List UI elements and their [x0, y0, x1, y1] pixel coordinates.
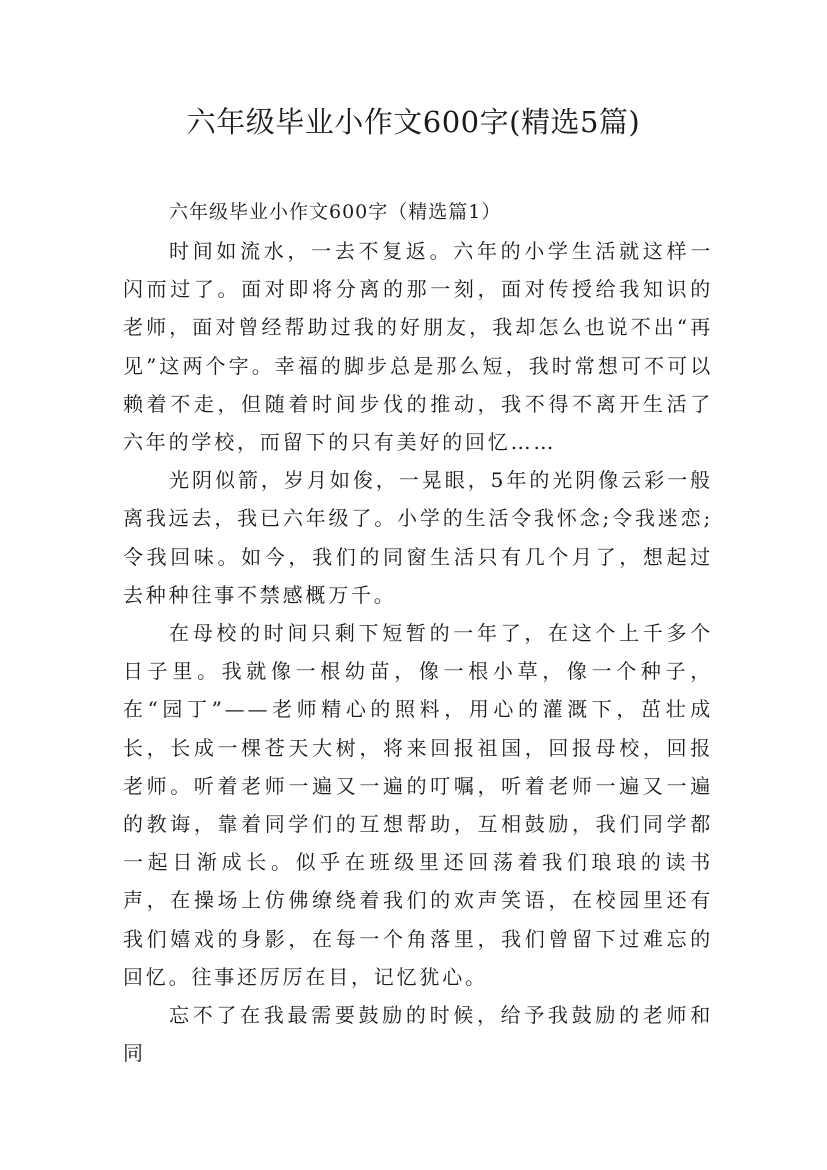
paragraph-1: 时间如流水，一去不复返。六年的小学生活就这样一闪而过了。面对即将分离的那一刻，面对传授给我知识的老师，面对曾经帮助过我的好朋友，我却怎么也说不出“再见”这两个字。幸福的脚步总是那么短，我时常想可不可以赖着不走，但随着时间步伐的推动，我不得不离开生活了六年的学校，而留下的只有美好的回忆……: [123, 239, 713, 455]
document-body: [123, 192, 713, 1072]
paragraph-2: 光阴似箭，岁月如俊，一晃眼，5年的光阴像云彩一般离我远去，我已六年级了。小学的生活令我怀念;令我迷恋;令我回味。如今，我们的同窗生活只有几个月了，想起过去种种往事不禁感概万千。: [123, 468, 713, 607]
section-subtitle: 六年级毕业小作文600字（精选篇1）: [169, 201, 502, 223]
paragraph-4: 忘不了在我最需要鼓励的时候，给予我鼓励的老师和同: [123, 1003, 713, 1066]
document-title: 六年级毕业小作文600字(精选5篇): [186, 105, 641, 139]
paragraph-3: 在母校的时间只剩下短暂的一年了，在这个上千多个日子里。我就像一根幼苗，像一根小草，像一个种子，在“园丁”——老师精心的照料，用心的灌溉下，茁壮成长，长成一棵苍天大树，将来回报祖国，回报母校，回报老师。听着老师一遍又一遍的叮嘱，听着老师一遍又一遍的教诲，靠着同学们的互想帮助，互相鼓励，我们同学都一起日渐成长。似乎在班级里还回荡着我们琅琅的读书声，在操场上仿佛缭绕着我们的欢声笑语，在校园里还有我们嬉戏的身影，在每一个角落里，我们曾留下过难忘的回忆。往事还厉厉在目，记忆犹心。: [123, 621, 713, 989]
